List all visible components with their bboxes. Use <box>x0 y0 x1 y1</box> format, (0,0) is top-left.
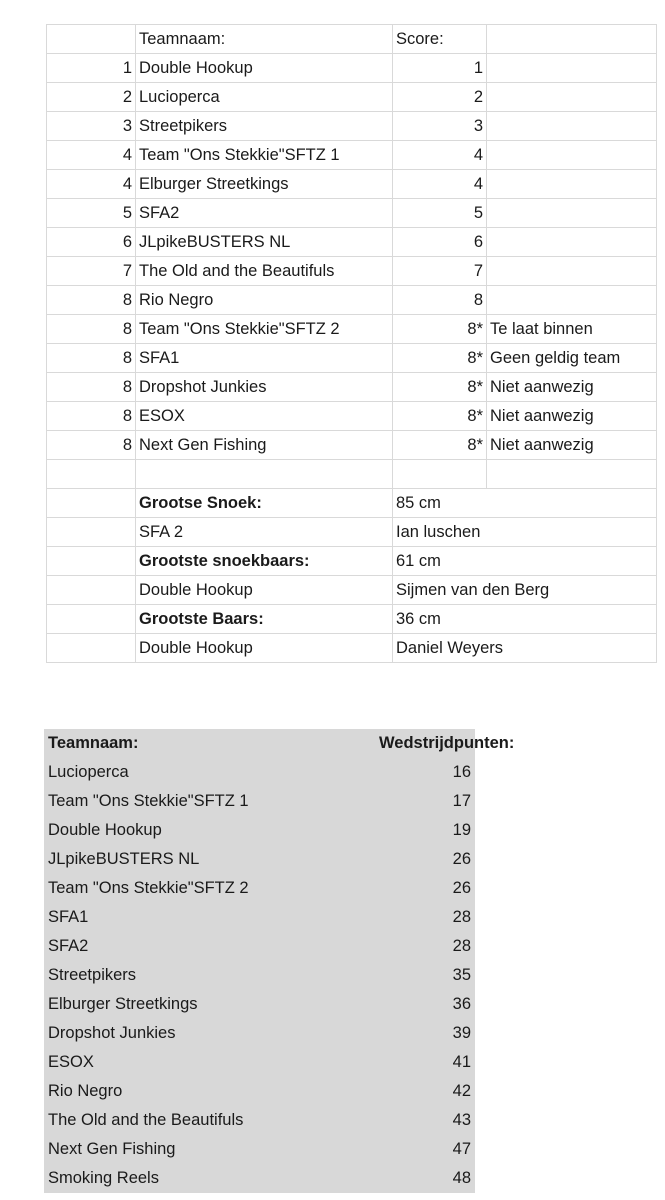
position-cell: 2 <box>47 83 136 112</box>
note-cell <box>487 112 657 141</box>
standings-row <box>44 990 475 1019</box>
standings-row <box>44 903 475 932</box>
team-header: Teamnaam: <box>136 25 393 54</box>
standings-row <box>44 1106 475 1135</box>
note-cell <box>487 83 657 112</box>
prize-label: Grootste Baars: <box>136 605 393 634</box>
note-cell <box>487 54 657 83</box>
team-cell: Double Hookup <box>136 54 393 83</box>
team-cell: Dropshot Junkies <box>136 373 393 402</box>
result-row <box>47 83 657 112</box>
standings-row <box>44 1019 475 1048</box>
score-cell: 8* <box>393 344 487 373</box>
blank-row <box>47 460 657 489</box>
prize-label: Grootse Snoek: <box>136 489 393 518</box>
prize-value: 85 cm <box>393 489 657 518</box>
score-cell: 1 <box>393 54 487 83</box>
standings-row <box>44 787 475 816</box>
team-cell: Team "Ons Stekkie"SFTZ 1 <box>136 141 393 170</box>
team-cell: The Old and the Beautifuls <box>136 257 393 286</box>
empty-cell <box>47 489 136 518</box>
prize-team: Double Hookup <box>136 576 393 605</box>
team-cell: Lucioperca <box>136 83 393 112</box>
points-cell: 47 <box>452 1140 471 1158</box>
standings-row <box>44 874 475 903</box>
position-cell: 8 <box>47 344 136 373</box>
prize-winner-row <box>47 634 657 663</box>
position-cell: 8 <box>47 431 136 460</box>
team-cell: SFA2 <box>136 199 393 228</box>
score-cell: 8 <box>393 286 487 315</box>
empty-cell <box>47 547 136 576</box>
position-cell: 5 <box>47 199 136 228</box>
note-cell: Niet aanwezig <box>487 402 657 431</box>
standings-header-row <box>44 729 475 758</box>
score-cell: 5 <box>393 199 487 228</box>
result-row <box>47 431 657 460</box>
prize-row <box>47 547 657 576</box>
team-cell: JLpikeBUSTERS NL <box>136 228 393 257</box>
team-cell: Smoking Reels <box>48 1169 159 1187</box>
points-cell: 26 <box>452 879 471 897</box>
team-cell: Next Gen Fishing <box>136 431 393 460</box>
team-cell: Team "Ons Stekkie"SFTZ 2 <box>48 879 249 897</box>
standings-row <box>44 1164 475 1193</box>
results-table <box>46 24 657 663</box>
prize-angler: Ian luschen <box>393 518 657 547</box>
note-cell: Niet aanwezig <box>487 373 657 402</box>
team-header: Teamnaam: <box>48 734 139 752</box>
team-cell: JLpikeBUSTERS NL <box>48 850 200 868</box>
result-row <box>47 112 657 141</box>
note-cell: Niet aanwezig <box>487 431 657 460</box>
team-cell: Dropshot Junkies <box>48 1024 176 1042</box>
team-cell: ESOX <box>48 1053 94 1071</box>
team-cell: SFA2 <box>48 937 89 955</box>
result-row <box>47 54 657 83</box>
position-cell: 8 <box>47 286 136 315</box>
score-cell: 8* <box>393 373 487 402</box>
prize-angler: Daniel Weyers <box>393 634 657 663</box>
team-cell: Streetpikers <box>136 112 393 141</box>
position-cell: 6 <box>47 228 136 257</box>
points-cell: 28 <box>452 937 471 955</box>
position-cell: 7 <box>47 257 136 286</box>
empty-cell <box>487 460 657 489</box>
empty-cell <box>47 634 136 663</box>
position-cell: 8 <box>47 315 136 344</box>
standings-row <box>44 932 475 961</box>
points-cell: 36 <box>452 995 471 1013</box>
position-cell: 3 <box>47 112 136 141</box>
prize-winner-row <box>47 576 657 605</box>
result-row <box>47 199 657 228</box>
points-cell: 35 <box>452 966 471 984</box>
score-cell: 8* <box>393 315 487 344</box>
prize-row <box>47 489 657 518</box>
result-row <box>47 141 657 170</box>
standings-row <box>44 1135 475 1164</box>
empty-cell <box>487 25 657 54</box>
standings-row <box>44 1048 475 1077</box>
result-row <box>47 228 657 257</box>
team-cell: Streetpikers <box>48 966 137 984</box>
score-cell: 7 <box>393 257 487 286</box>
team-cell: Lucioperca <box>48 763 129 781</box>
empty-cell <box>47 518 136 547</box>
prize-label: Grootste snoekbaars: <box>136 547 393 576</box>
standings-row <box>44 758 475 787</box>
result-row <box>47 344 657 373</box>
result-row <box>47 286 657 315</box>
team-cell: Double Hookup <box>48 821 162 839</box>
standings-row <box>44 845 475 874</box>
note-cell <box>487 141 657 170</box>
position-cell: 1 <box>47 54 136 83</box>
note-cell <box>487 199 657 228</box>
team-cell: Elburger Streetkings <box>136 170 393 199</box>
prize-angler: Sijmen van den Berg <box>393 576 657 605</box>
team-cell: Team "Ons Stekkie"SFTZ 1 <box>48 792 249 810</box>
points-cell: 26 <box>452 850 471 868</box>
prize-value: 61 cm <box>393 547 657 576</box>
score-cell: 6 <box>393 228 487 257</box>
team-cell: SFA1 <box>48 908 89 926</box>
result-row <box>47 373 657 402</box>
prize-winner-row <box>47 518 657 547</box>
points-cell: 48 <box>452 1169 471 1187</box>
team-cell: The Old and the Beautifuls <box>48 1111 244 1129</box>
empty-cell <box>47 576 136 605</box>
note-cell: Te laat binnen <box>487 315 657 344</box>
prize-value: 36 cm <box>393 605 657 634</box>
standings-table <box>44 729 515 1193</box>
score-cell: 8* <box>393 431 487 460</box>
results-header-row <box>47 25 657 54</box>
points-cell: 41 <box>452 1053 471 1071</box>
points-cell: 28 <box>452 908 471 926</box>
prize-team: Double Hookup <box>136 634 393 663</box>
result-row <box>47 170 657 199</box>
points-cell: 42 <box>452 1082 471 1100</box>
score-cell: 2 <box>393 83 487 112</box>
position-cell: 4 <box>47 170 136 199</box>
empty-cell <box>47 25 136 54</box>
prize-row <box>47 605 657 634</box>
score-cell: 4 <box>393 170 487 199</box>
team-cell: ESOX <box>136 402 393 431</box>
empty-cell <box>393 460 487 489</box>
team-cell: Team "Ons Stekkie"SFTZ 2 <box>136 315 393 344</box>
points-cell: 17 <box>452 792 471 810</box>
standings-row <box>44 1077 475 1106</box>
team-cell: Rio Negro <box>136 286 393 315</box>
prize-team: SFA 2 <box>136 518 393 547</box>
standings-row <box>44 961 475 990</box>
score-cell: 3 <box>393 112 487 141</box>
team-cell: Elburger Streetkings <box>48 995 198 1013</box>
empty-cell <box>47 460 136 489</box>
points-cell: 16 <box>452 763 471 781</box>
standings-row <box>44 816 475 845</box>
position-cell: 8 <box>47 373 136 402</box>
score-cell: 4 <box>393 141 487 170</box>
score-header: Score: <box>393 25 487 54</box>
empty-cell <box>136 460 393 489</box>
note-cell <box>487 228 657 257</box>
team-cell: SFA1 <box>136 344 393 373</box>
note-cell <box>487 257 657 286</box>
position-cell: 8 <box>47 402 136 431</box>
points-cell: 19 <box>452 821 471 839</box>
result-row <box>47 315 657 344</box>
result-row <box>47 402 657 431</box>
position-cell: 4 <box>47 141 136 170</box>
note-cell <box>487 170 657 199</box>
note-cell: Geen geldig team <box>487 344 657 373</box>
points-cell: 43 <box>452 1111 471 1129</box>
team-cell: Rio Negro <box>48 1082 123 1100</box>
result-row <box>47 257 657 286</box>
points-cell: 39 <box>452 1024 471 1042</box>
empty-cell <box>47 605 136 634</box>
score-cell: 8* <box>393 402 487 431</box>
team-cell: Next Gen Fishing <box>48 1140 176 1158</box>
note-cell <box>487 286 657 315</box>
points-header: Wedstrijdpunten: <box>379 734 515 752</box>
